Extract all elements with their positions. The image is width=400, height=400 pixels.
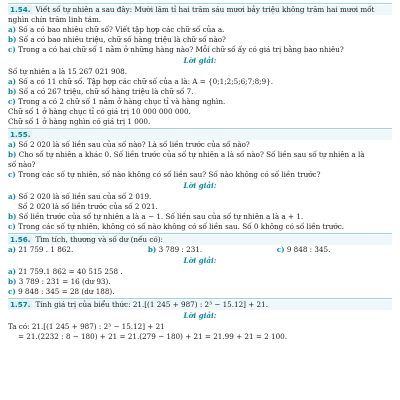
problem-1-54-statement-cont: nghìn chín trăm linh tám. [8,15,102,24]
solution-c: c) Trong các số tự nhiên, không có số nào không có số liền sau. Số 0 không có số liền trước. [8,222,345,231]
question-a: a) Số a có bao nhiêu chữ số? Viết tập hợp các chữ số của a. [8,25,225,34]
solution-c: c) 9 848 : 345 = 28 (dư 188). [8,287,115,296]
question-b: b) Số a có bao nhiêu triệu, chữ số hàng triệu là chữ số nào? [8,35,226,44]
problem-number: 1.57. [10,300,31,309]
solution-a: a) Số 2 020 là số liền sau của số 2 019. [8,192,152,201]
solution-line: Ta có: 21.[(1 245 + 987) : 2³ − 15.12] + 21 [8,322,165,331]
solution-a: a) 21 759.1 862 = 40 515 258 . [8,267,123,276]
separator [8,3,392,4]
solution-heading: Lời giải: [183,181,217,190]
solution-b: b) Số a có 267 triệu, chữ số hàng triệu là chữ số 7. [8,87,194,96]
problem-1-56-expressions: a) 21 759 . 1 862. b) 3 789 : 231. c) 9 848 : 345. [8,245,331,254]
solution-line: Số tự nhiên a là 15 267 021 908. [8,67,128,76]
question-b: b) Cho số tự nhiên a khác 0. Số liền trước của số tự nhiên a là số nào? Số liền sau số tự nhiên a là [8,150,365,159]
solution-line: Chữ số 1 ở hàng nghìn có giá trị 1 000. [8,117,151,126]
problem-1-56-statement: 1.56. Tìm tích, thương và số dư (nếu có): [8,235,392,245]
solution-b: b) 3 789 : 231 = 16 (dư 93). [8,277,111,286]
separator [8,233,392,234]
solution-b: b) Số liền trước của số tự nhiên a là a − 1. Số liền sau của số tự nhiên a là a + 1. [8,212,304,221]
problem-1-57-statement: 1.57. Tính giá trị của biểu thức: 21.[(1 245 + 987) : 2³ − 15.12] + 21. [8,300,392,310]
problem-number: 1.55. [10,130,31,139]
problem-1-55-header [8,130,392,140]
problem-1-54-statement: 1.54. Viết số tự nhiên a sau đây: Mười lăm tỉ hai trăm sáu mươi bảy triệu không trăm hai mươi mốt [8,5,392,15]
solution-heading: Lời giải: [183,311,217,320]
separator [8,298,392,299]
question-a: a) Số 2 020 là số liền sau của số nào? Là số liền trước của số nào? [8,140,250,149]
question-b-cont: số nào? [8,160,36,169]
solution-heading: Lời giải: [183,256,217,265]
solution-line: = 21.(2232 : 8 − 180) + 21 = 21.(279 − 180) + 21 = 21.99 + 21 = 2 100. [18,332,288,341]
document-page [8,0,392,342]
problem-number: 1.56. [10,235,31,244]
solution-a: a) Số a có 11 chữ số. Tập hợp các chữ số của a là: A = {0;1;2;5;6;7;8;9}. [8,77,274,86]
solution-line: Chữ số 1 ở hàng chục tỉ có giá trị 10 000 000 000. [8,107,191,116]
question-c: c) Trong các số tự nhiên, số nào không có số liền sau? Số nào không có số liền trước? [8,170,321,179]
question-c: c) Trong a có hai chữ số 1 nằm ở những hàng nào? Mỗi chữ số ấy có giá trị bằng bao nhiêu? [8,45,344,54]
solution-heading: Lời giải: [183,56,217,65]
problem-number: 1.54. [10,5,31,14]
solution-line: Số 2 020 là số liền trước của số 2 021. [18,202,158,211]
solution-c: c) Trong a có 2 chữ số 1 nằm ở hàng chục tỉ và hàng nghìn. [8,97,226,106]
separator [8,128,392,129]
